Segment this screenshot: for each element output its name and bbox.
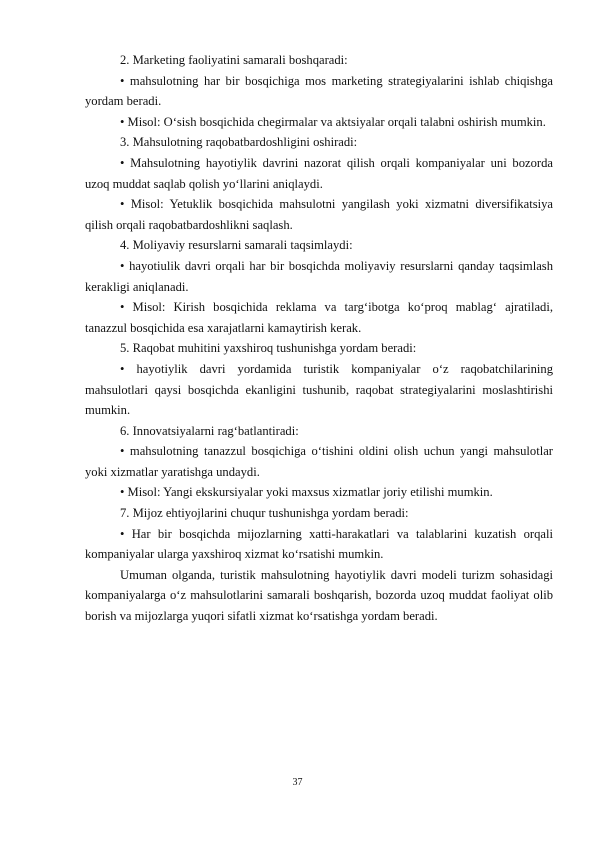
heading-competitiveness: 3. Mahsulotning raqobatbardoshligini oshiradi:: [120, 135, 358, 150]
bullet-competitiveness-example: • Misol: Yetuklik bosqichida mahsulotni yangilash yoki xizmatni diversifikatsiya qilish orqali raqobatbardoshlikni saqlash.: [85, 197, 553, 232]
conclusion-paragraph: Umuman olganda, turistik mahsulotning hayotiylik davri modeli turizm sohasidagi kompaniyalarga o‘z mahsulotlarini samarali boshqarish, bozorda uzoq muddat faoliyat olib borish va mijozlarga yuqori sifatli xizmat ko‘rsatishga yordam beradi.: [85, 567, 553, 624]
bullet-innovation-products: • mahsulotning tanazzul bosqichiga o‘tishini oldini olish uchun yangi mahsulotlar yoki xizmatlar yaratishga undaydi.: [85, 444, 553, 479]
bullet-marketing-example: • Misol: O‘sish bosqichida chegirmalar va aktsiyalar orqali talabni oshirish mumkin.: [120, 114, 546, 129]
heading-marketing: 2. Marketing faoliyatini samarali boshqaradi:: [120, 53, 348, 67]
document-body: [85, 50, 553, 627]
heading-innovation: 6. Innovatsiyalarni rag‘batlantiradi:: [120, 423, 299, 438]
bullet-marketing-strategies: • mahsulotning har bir bosqichiga mos marketing strategiyalarini ishlab chiqishga yordam beradi.: [85, 73, 553, 109]
heading-competition: 5. Raqobat muhitini yaxshiroq tushunishga yordam beradi:: [120, 341, 417, 356]
bullet-customer-behavior: • Har bir bosqichda mijozlarning xatti-harakatlari va talablarini kuzatish orqali kompaniyalar ularga yaxshiroq xizmat ko‘rsatishi mumkin.: [85, 526, 553, 562]
heading-customer-needs: 7. Mijoz ehtiyojlarini chuqur tushunishga yordam beradi:: [120, 506, 409, 521]
bullet-competition-analysis: • hayotiylik davri yordamida turistik kompaniyalar o‘z raqobatchilarining mahsulotlari qaysi bosqichda ekanligini tushunib, raqobat strategiyalarini moslashtirishi mumkin.: [85, 361, 553, 418]
bullet-financial-example: • Misol: Kirish bosqichida reklama va targ‘ibotga ko‘proq mablag‘ ajratiladi, tanazzul bosqichida esa xarajatlarni kamaytirish kerak.: [85, 300, 553, 335]
heading-financial-resources: 4. Moliyaviy resurslarni samarali taqsimlaydi:: [120, 238, 353, 253]
bullet-innovation-example: • Misol: Yangi ekskursiyalar yoki maxsus xizmatlar joriy etilishi mumkin.: [120, 485, 493, 500]
page-number: 37: [292, 777, 303, 788]
bullet-financial-allocation: • hayotiulik davri orqali har bir bosqichda moliyaviy resurslarni qanday taqsimlash kerakligi aniqlanadi.: [85, 258, 553, 294]
bullet-competitiveness-control: • Mahsulotning hayotiylik davrini nazorat qilish orqali kompaniyalar uni bozorda uzoq muddat saqlab qolish yo‘llarini aniqlaydi.: [85, 155, 553, 191]
